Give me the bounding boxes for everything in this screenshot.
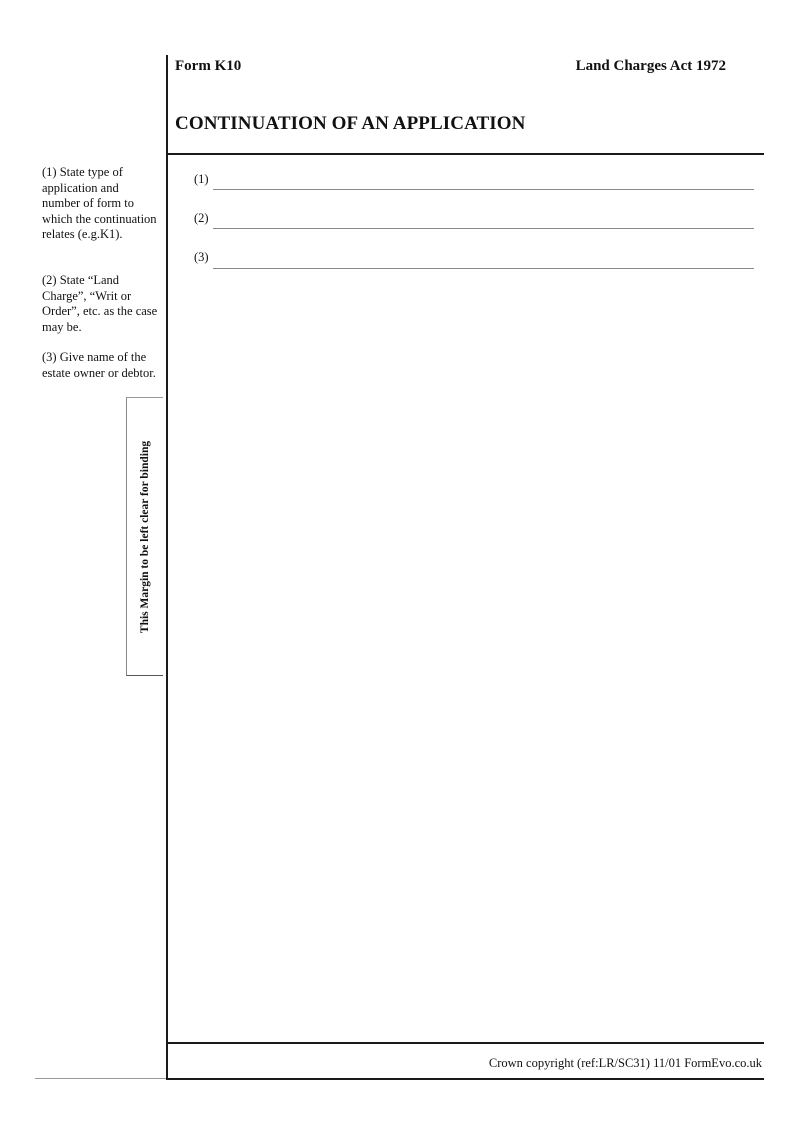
margin-note-1: (1) State type of application and number of form to which the continuation relates (e.g.K1).	[42, 165, 157, 241]
footer-divider	[166, 1042, 764, 1044]
binding-margin-note: This Margin to be left clear for binding	[139, 440, 151, 633]
entry-field-2[interactable]	[213, 228, 754, 229]
binding-margin-box	[126, 397, 163, 676]
margin-note-2: (2) State “Land Charge”, “Writ or Order”, etc. as the case may be.	[42, 273, 158, 334]
entry-label-2: (2)	[194, 211, 209, 225]
margin-note-3: (3) Give name of the estate owner or debtor.	[42, 350, 156, 380]
entry-label-1: (1)	[194, 172, 209, 186]
entry-label-3: (3)	[194, 250, 209, 264]
base-rule-main	[166, 1078, 764, 1080]
main-vertical-rule	[166, 55, 168, 1079]
entry-field-3[interactable]	[213, 268, 754, 269]
page-title: CONTINUATION OF AN APPLICATION	[175, 113, 526, 134]
base-rule-margin	[35, 1078, 166, 1079]
copyright-notice: Crown copyright (ref:LR/SC31) 11/01 FormEvo.co.uk	[488, 1056, 762, 1070]
act-title: Land Charges Act 1972	[575, 58, 726, 74]
entry-field-1[interactable]	[213, 189, 754, 190]
form-code: Form K10	[175, 58, 242, 74]
header-divider	[166, 153, 764, 155]
